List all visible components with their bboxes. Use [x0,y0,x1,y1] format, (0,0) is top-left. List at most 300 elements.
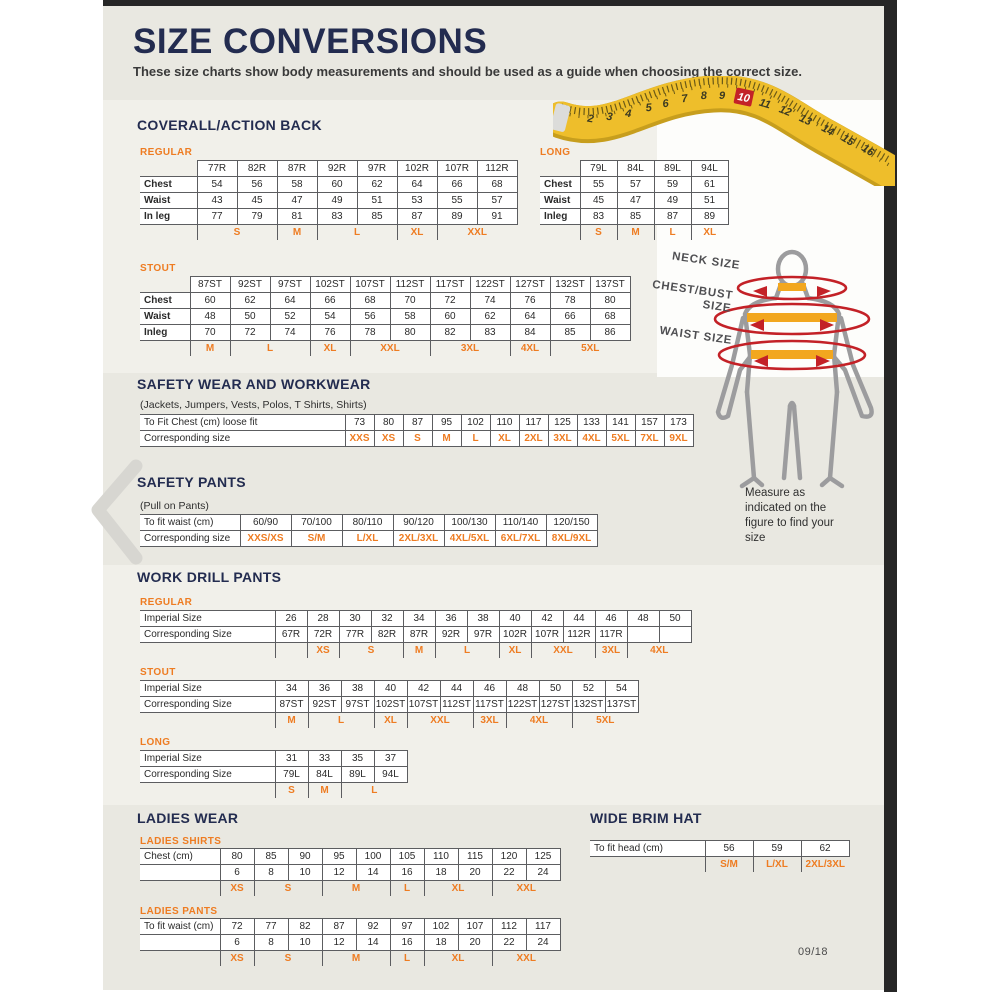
table-cell: 16 [390,935,424,951]
table-cell: 3XL [430,341,510,357]
figure-neck-label: NECK SIZE [671,250,741,272]
table-cell: XL [310,341,350,357]
table-cell: 40 [499,611,531,627]
table-cell: 4XL [577,431,606,447]
table-cell: 18 [424,865,458,881]
table-cell: L [435,643,499,659]
table-cell: 83 [317,209,357,225]
table-cell: 33 [308,751,341,767]
table-cell: 87 [654,209,691,225]
table-cell: XL [374,713,407,729]
table-cell: 73 [345,415,374,431]
table-cell: S/M [705,857,753,873]
svg-text:5: 5 [645,101,653,115]
table-cell: 52 [572,681,605,697]
table-cell: 68 [477,177,517,193]
table-cell: Chest [540,177,580,193]
table-cell: 51 [691,193,728,209]
table-cell: 62 [357,177,397,193]
table-cell: 78 [550,293,590,309]
svg-text:3: 3 [605,110,614,124]
table-cell: 12 [322,935,356,951]
table-cell: 54 [605,681,638,697]
page-title: SIZE CONVERSIONS [133,22,488,61]
table-cell: 54 [310,309,350,325]
table-cell: 84L [308,767,341,783]
table-cell: 64 [510,309,550,325]
body-figure [650,240,884,502]
table-cell: Corresponding size [140,431,345,447]
table-cell [140,225,197,241]
table-cell: 97 [390,919,424,935]
table-cell: XXL [437,225,517,241]
table-cell: Corresponding Size [140,767,275,783]
table-cell: 87ST [190,277,230,293]
table-cell: 67R [275,627,307,643]
table-cell: 3XL [595,643,627,659]
table-cell: 82 [430,325,470,341]
table-cell: 87R [403,627,435,643]
label-ladies-shirts: LADIES SHIRTS [140,836,222,847]
table-cell: 76 [310,325,350,341]
table-cell: 122ST [470,277,510,293]
table-cell: 120/150 [546,515,597,531]
table-cell: 89 [691,209,728,225]
table-cell: 72R [307,627,339,643]
table-cell: 72 [220,919,254,935]
coverall-long-table-grid [540,160,729,240]
table-cell: 72 [230,325,270,341]
tape-number [719,90,726,102]
heading-safety-pants: SAFETY PANTS [137,474,246,490]
table-cell: M [322,881,390,897]
table-cell: 10 [288,935,322,951]
table-cell: XL [424,951,492,967]
table-cell: 8XL/9XL [546,531,597,547]
table-cell [627,627,659,643]
table-cell: 92ST [308,697,341,713]
table-cell: M [617,225,654,241]
table-cell: 102 [461,415,490,431]
table-cell: 9XL [664,431,693,447]
table-cell: 89L [341,767,374,783]
table-cell: XL [397,225,437,241]
table-cell: S [580,225,617,241]
table-cell: XS [307,643,339,659]
table-cell: 77 [197,209,237,225]
table-cell: 12 [322,865,356,881]
table-cell: 62 [470,309,510,325]
table-cell: In leg [140,209,197,225]
table-cell: 82R [371,627,403,643]
table-cell: 117ST [473,697,506,713]
table-cell: 85 [617,209,654,225]
svg-text:7: 7 [680,92,689,106]
table-cell: 125 [548,415,577,431]
heading-safety-wear: SAFETY WEAR AND WORKWEAR [137,376,371,392]
table-cell [659,627,691,643]
table-cell: 117 [526,919,560,935]
table-cell: L [230,341,310,357]
table-cell: 4XL [627,643,691,659]
table-cell: XXL [492,881,560,897]
label-work-drill-long: LONG [140,737,171,748]
table-cell: 35 [341,751,374,767]
table-cell: 141 [606,415,635,431]
footer-version: 09/18 [798,946,829,958]
heading-ladies: LADIES WEAR [137,810,239,826]
table-cell: 47 [617,193,654,209]
table-cell: 68 [590,309,630,325]
table-cell: 110 [424,849,458,865]
table-cell: 80 [220,849,254,865]
table-cell: 92R [317,161,357,177]
table-cell: 92ST [230,277,270,293]
table-cell: 16 [390,865,424,881]
table-cell: 89L [654,161,691,177]
table-cell: 137ST [590,277,630,293]
table-cell: XXL [350,341,430,357]
table-cell: 66 [310,293,350,309]
table-cell: 83 [580,209,617,225]
table-cell: 82R [237,161,277,177]
table-cell: 64 [270,293,310,309]
table-cell: 18 [424,935,458,951]
table-cell: Corresponding Size [140,697,275,713]
table-cell: M [322,951,390,967]
svg-text:8: 8 [700,89,708,103]
table-cell [590,857,705,873]
table-cell: S/M [291,531,342,547]
table-cell: XXL [492,951,560,967]
table-cell: 117 [519,415,548,431]
table-cell [540,225,580,241]
table-cell: 52 [270,309,310,325]
table-cell: 56 [350,309,390,325]
table-cell: 77R [197,161,237,177]
table-cell: 97R [357,161,397,177]
hat-table-grid [590,840,850,872]
table-cell: 76 [510,293,550,309]
table-cell: 60 [190,293,230,309]
table-cell: Inleg [540,209,580,225]
table-cell: 44 [440,681,473,697]
table-cell: 95 [432,415,461,431]
table-cell [140,783,275,799]
table-cell: 110 [490,415,519,431]
table-cell: 4XL/5XL [444,531,495,547]
table-cell: 37 [374,751,407,767]
table-cell: XXL [531,643,595,659]
table-cell: 56 [237,177,277,193]
heading-work-drill: WORK DRILL PANTS [137,569,282,585]
table-cell: 107R [531,627,563,643]
ladies-shirts-table-grid [140,848,561,896]
table-cell [140,643,275,659]
label-work-drill-regular: REGULAR [140,597,193,608]
table-cell: 20 [458,935,492,951]
table-cell: To fit waist (cm) [140,919,220,935]
table-cell: 3XL [473,713,506,729]
table-cell [275,643,307,659]
table-cell: 62 [230,293,270,309]
table-cell [140,865,220,881]
table-cell: 87ST [275,697,308,713]
page-subtitle: These size charts show body measurements and should be used as a guide when choosing the correct size. [133,64,802,79]
table-cell: 84 [510,325,550,341]
table-cell: Inleg [140,325,190,341]
table-cell: 49 [317,193,357,209]
table-cell: L [308,713,374,729]
table-cell: 57 [477,193,517,209]
table-cell: XXL [407,713,473,729]
table-cell: XXS/XS [240,531,291,547]
table-cell: 80 [590,293,630,309]
label-ladies-pants: LADIES PANTS [140,906,218,917]
table-cell: 70/100 [291,515,342,531]
table-cell: 3XL [548,431,577,447]
ladies-pants-table-grid [140,918,561,966]
table-cell: 85 [254,849,288,865]
coverall-stout-table-grid [140,276,631,356]
table-cell: 112R [563,627,595,643]
table-cell: 97R [467,627,499,643]
table-cell: S [339,643,403,659]
table-cell: 107R [437,161,477,177]
svg-text:13: 13 [797,112,814,129]
table-cell: 95 [322,849,356,865]
table-cell: 10 [288,865,322,881]
table-cell: Imperial Size [140,611,275,627]
table-cell: 112 [492,919,526,935]
table-cell: Waist [140,193,197,209]
table-cell: 90/120 [393,515,444,531]
table-cell: 48 [627,611,659,627]
table-cell: 102R [499,627,531,643]
table-cell: 102ST [374,697,407,713]
table-cell: 31 [275,751,308,767]
table-cell: 66 [437,177,477,193]
table-cell: XL [424,881,492,897]
work-drill-regular-table-grid [140,610,692,658]
table-cell: 91 [477,209,517,225]
table-cell: 86 [590,325,630,341]
table-cell: L [317,225,397,241]
table-cell: 87 [397,209,437,225]
label-coverall-regular: REGULAR [140,147,193,158]
table-cell: 58 [277,177,317,193]
table-cell: 137ST [605,697,638,713]
work-drill-stout-table [140,680,639,728]
table-cell: 7XL [635,431,664,447]
table-cell: 5XL [572,713,638,729]
table-cell: 87 [403,415,432,431]
table-cell: 127ST [539,697,572,713]
table-cell: 30 [339,611,371,627]
coverall-long-table [540,160,729,240]
table-cell: 125 [526,849,560,865]
table-cell: 59 [753,841,801,857]
table-cell: 50 [539,681,572,697]
label-coverall-stout: STOUT [140,263,176,274]
table-cell: 105 [390,849,424,865]
table-cell: 89 [437,209,477,225]
table-cell: To Fit Chest (cm) loose fit [140,415,345,431]
table-cell: 78 [350,325,390,341]
table-cell: 8 [254,865,288,881]
table-cell: 43 [197,193,237,209]
table-cell: 97ST [270,277,310,293]
table-cell: 68 [350,293,390,309]
table-cell: Waist [540,193,580,209]
table-cell: M [277,225,317,241]
table-cell: Imperial Size [140,751,275,767]
table-cell: 56 [705,841,753,857]
table-cell: 173 [664,415,693,431]
label-work-drill-stout: STOUT [140,667,176,678]
ladies-shirts-table [140,848,561,896]
table-cell: XS [220,881,254,897]
table-cell: 5XL [606,431,635,447]
safety-wear-table-grid [140,414,694,447]
table-cell: 74 [470,293,510,309]
table-cell: L [461,431,490,447]
table-cell: 8 [254,935,288,951]
table-cell: 85 [357,209,397,225]
table-cell: 53 [397,193,437,209]
svg-text:12: 12 [777,103,794,120]
table-cell: 66 [550,309,590,325]
svg-text:16: 16 [859,142,877,159]
table-cell: L [341,783,407,799]
svg-text:10: 10 [736,90,751,106]
table-cell: 47 [277,193,317,209]
work-drill-stout-table-grid [140,680,639,728]
svg-text:6: 6 [661,97,670,111]
table-cell: 5XL [550,341,630,357]
table-cell: 110/140 [495,515,546,531]
table-cell: 100/130 [444,515,495,531]
table-cell: 83 [470,325,510,341]
table-cell: 77 [254,919,288,935]
table-cell: 87R [277,161,317,177]
table-cell: 90 [288,849,322,865]
table-cell: 62 [801,841,849,857]
table-cell: Chest [140,293,190,309]
table-cell: 22 [492,865,526,881]
table-cell: 92 [356,919,390,935]
table-cell: 20 [458,865,492,881]
table-cell: 59 [654,177,691,193]
svg-text:14: 14 [819,122,836,139]
table-cell: 55 [580,177,617,193]
table-cell: 55 [437,193,477,209]
table-cell: L/XL [342,531,393,547]
figure-caption: Measure as indicated on the figure to find your size [745,487,834,544]
table-cell: Corresponding size [140,531,240,547]
table-cell: 22 [492,935,526,951]
heading-coverall: COVERALL/ACTION BACK [137,117,322,133]
table-cell: 14 [356,865,390,881]
table-cell: 64 [397,177,437,193]
work-drill-regular-table [140,610,692,658]
svg-text:9: 9 [718,90,726,102]
table-cell: 57 [617,177,654,193]
svg-text:15: 15 [839,132,856,149]
safety-wear-table [140,414,694,447]
ladies-pants-table [140,918,561,966]
table-cell: XXS [345,431,374,447]
table-cell: 45 [237,193,277,209]
table-cell: 112ST [440,697,473,713]
work-drill-long-table-grid [140,750,408,798]
table-cell: 107ST [350,277,390,293]
table-cell: 2XL/3XL [393,531,444,547]
svg-text:11: 11 [757,96,772,112]
table-cell: 84L [617,161,654,177]
table-cell: 100 [356,849,390,865]
table-cell: 24 [526,865,560,881]
table-cell: M [308,783,341,799]
table-cell: To fit waist (cm) [140,515,240,531]
table-cell: 60/90 [240,515,291,531]
table-cell: S [275,783,308,799]
table-cell: 51 [357,193,397,209]
table-cell: 4XL [506,713,572,729]
table-cell: 32 [371,611,403,627]
svg-text:2: 2 [586,112,595,126]
table-cell: 50 [230,309,270,325]
table-cell: 132ST [550,277,590,293]
table-cell: 97ST [341,697,374,713]
table-cell: 107 [458,919,492,935]
table-cell: XS [374,431,403,447]
table-cell: 79L [580,161,617,177]
safety-pants-note: (Pull on Pants) [140,500,209,512]
table-cell: 38 [467,611,499,627]
table-cell: 102R [397,161,437,177]
table-cell: 85 [550,325,590,341]
table-cell: 82 [288,919,322,935]
table-cell: 107ST [407,697,440,713]
table-cell: 60 [430,309,470,325]
table-cell: 48 [506,681,539,697]
tape-number [624,108,632,120]
table-cell: L/XL [753,857,801,873]
table-cell: 46 [473,681,506,697]
table-cell: 42 [531,611,563,627]
table-cell: 132ST [572,697,605,713]
table-cell: S [197,225,277,241]
table-cell: XL [490,431,519,447]
table-cell: 77R [339,627,371,643]
table-cell [140,277,190,293]
hat-table [590,840,850,872]
work-drill-long-table [140,750,408,798]
table-cell: 74 [270,325,310,341]
table-cell: 80 [390,325,430,341]
table-cell: 58 [390,309,430,325]
table-cell: 61 [691,177,728,193]
table-cell: 102ST [310,277,350,293]
table-cell: 92R [435,627,467,643]
table-cell: 72 [430,293,470,309]
table-cell: 4XL [510,341,550,357]
table-cell: XS [220,951,254,967]
table-cell: L [654,225,691,241]
table-cell: 36 [435,611,467,627]
table-cell: 2XL [519,431,548,447]
